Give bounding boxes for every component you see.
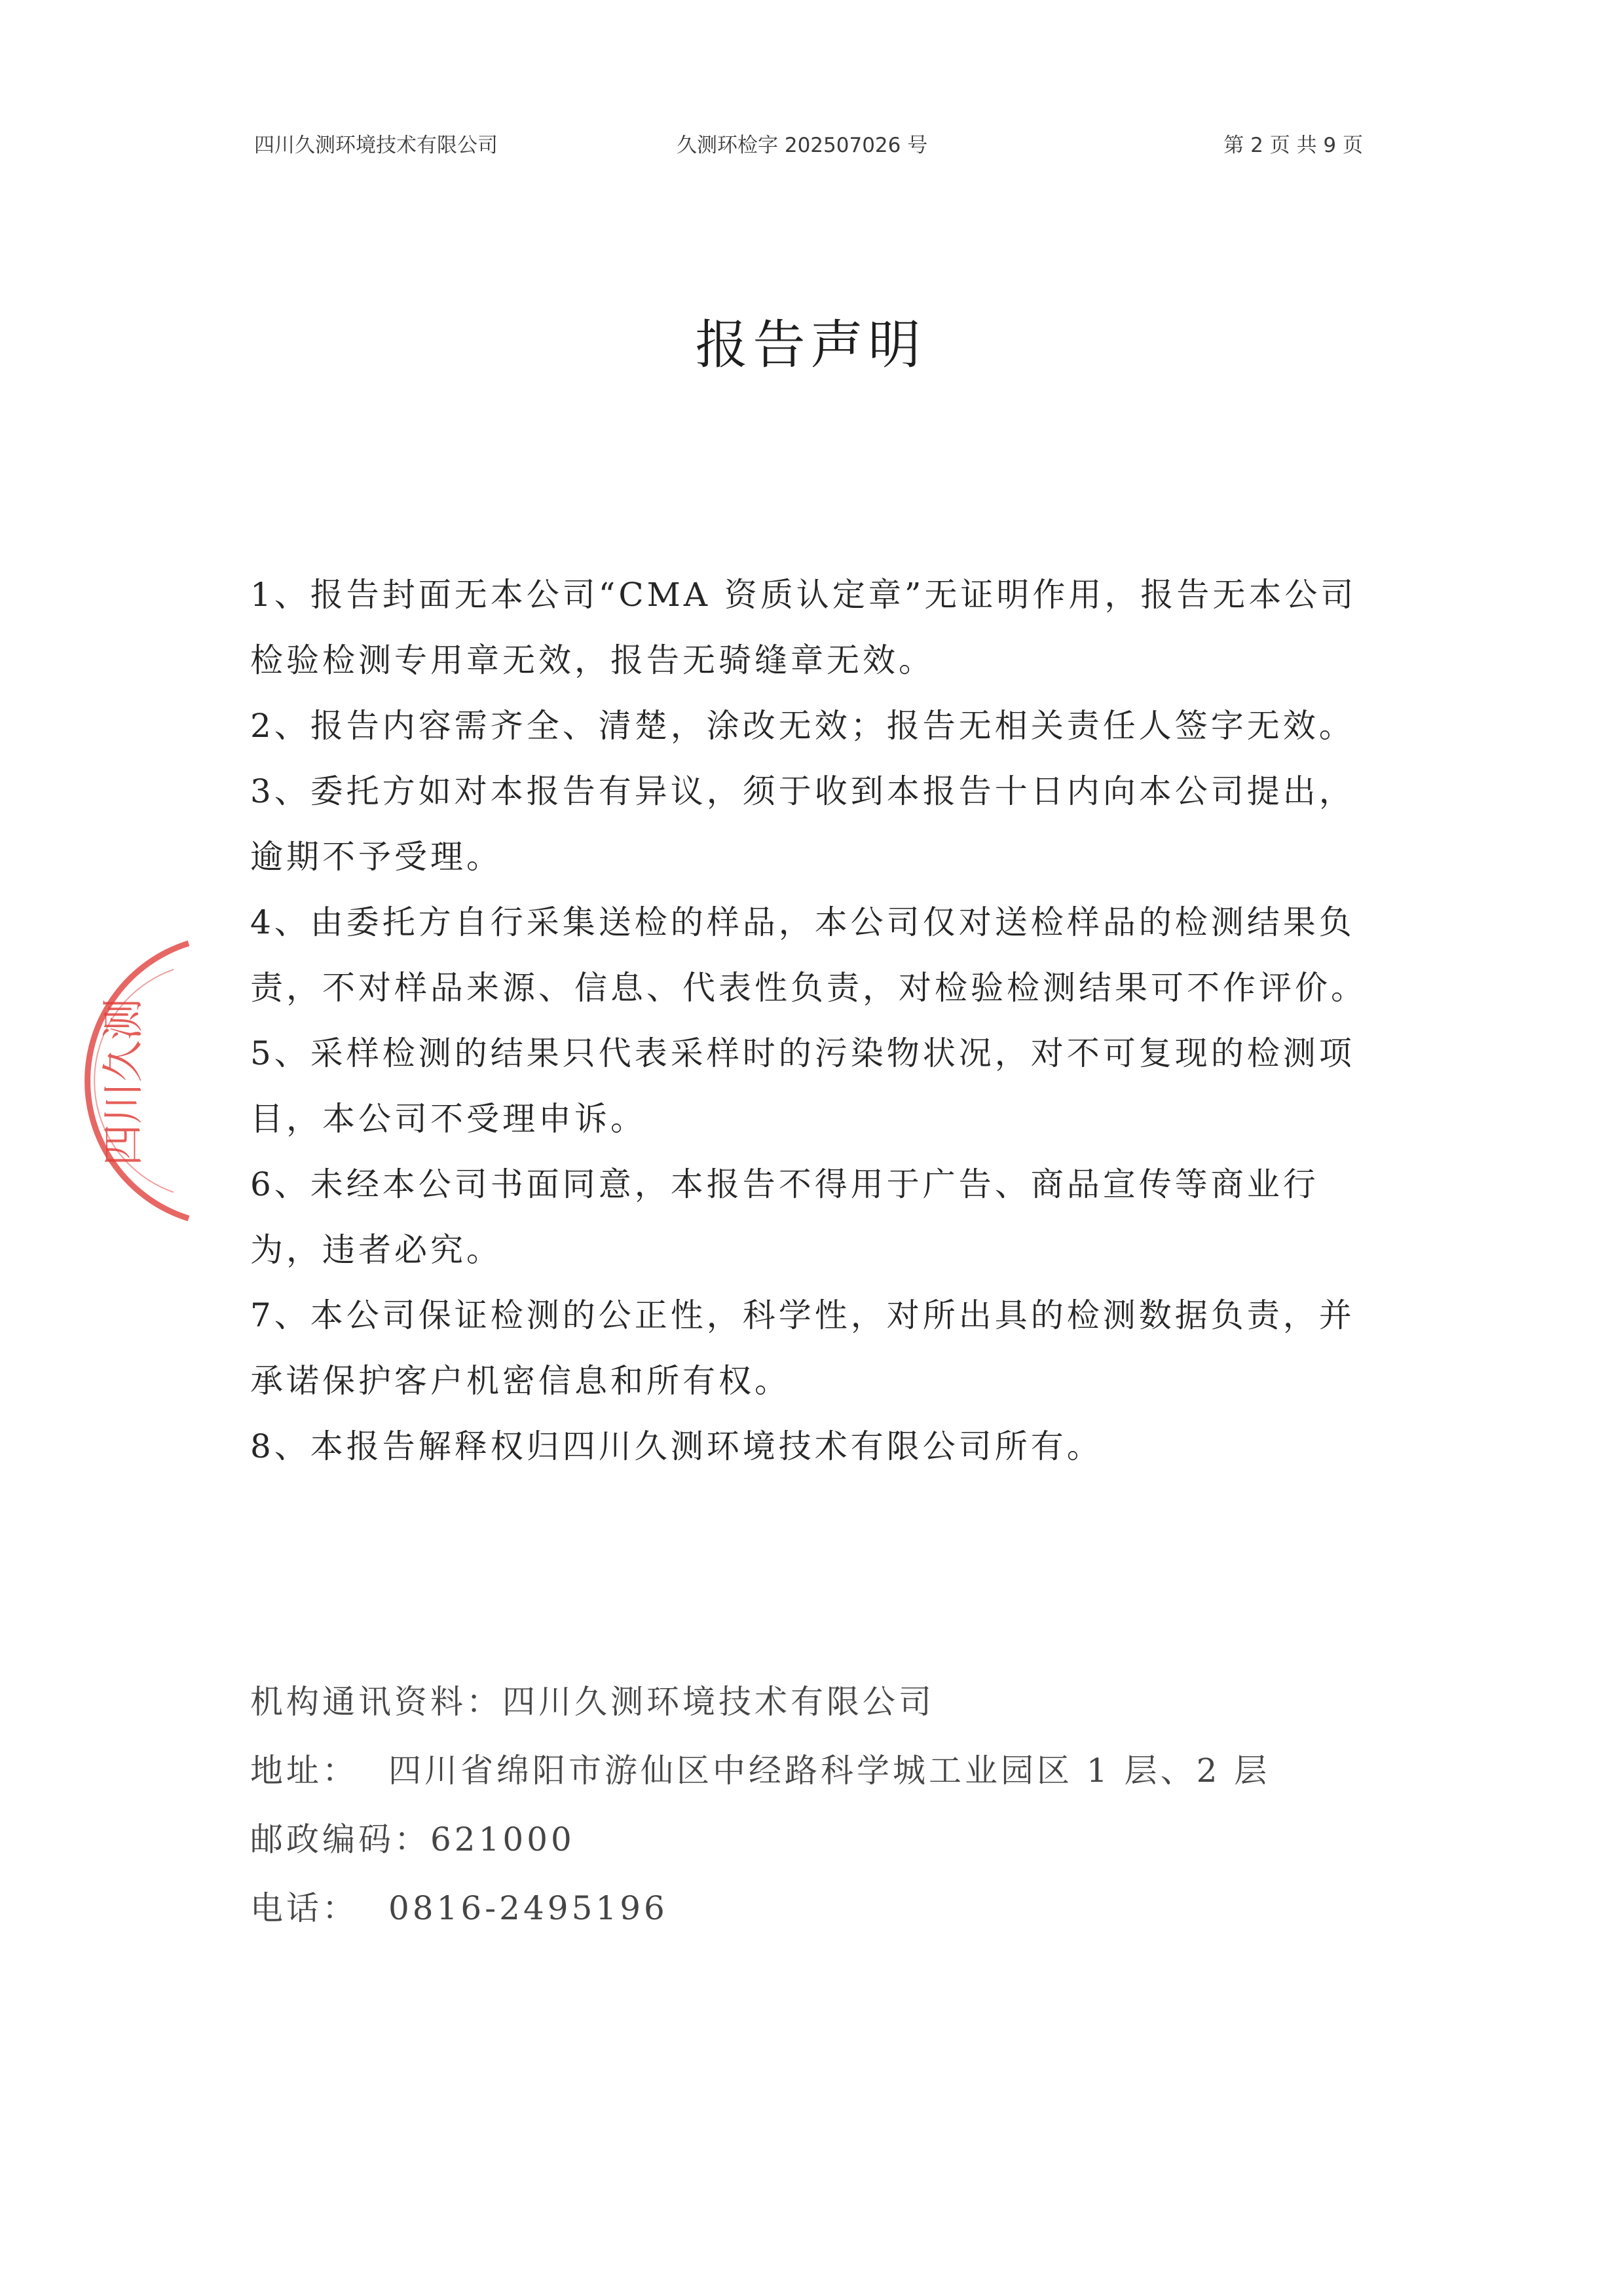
seal-text: 四川久测	[100, 998, 148, 1166]
header-page-info: 第 2 页 共 9 页	[1223, 134, 1363, 157]
statement-item: 1、报告封面无本公司“CMA 资质认定章”无证明作用，报告无本公司检验检测专用章无效，报告无骑缝章无效。	[250, 576, 1357, 679]
header-report-number: 久测环检字 202507026 号	[677, 134, 928, 157]
statement-item: 4、由委托方自行采集送检的样品，本公司仅对送检样品的检测结果负责，不对样品来源、信息、代表性负责，对检验检测结果可不作评价。	[250, 903, 1367, 1007]
statement-list	[250, 562, 1377, 1479]
company-seal-stamp	[39, 930, 190, 1232]
contact-postcode-label: 邮政编码：	[250, 1820, 430, 1858]
contact-phone	[250, 1874, 1377, 1943]
contact-address	[250, 1737, 1377, 1805]
statement-item: 2、报告内容需齐全、清楚，涂改无效；报告无相关责任人签字无效。	[250, 707, 1355, 745]
contact-address-value: 四川省绵阳市游仙区中经路科学城工业园区 1 层、2 层	[388, 1752, 1271, 1790]
contact-phone-value: 0816-2495196	[388, 1889, 668, 1927]
contact-org-label: 机构通讯资料：	[250, 1683, 502, 1721]
statement-item: 5、采样检测的结果只代表采样时的污染物状况，对不可复现的检测项目，本公司不受理申诉。	[250, 1034, 1355, 1138]
page-header	[0, 128, 1621, 161]
contact-phone-label: 电话：	[250, 1889, 358, 1927]
contact-org-value: 四川久测环境技术有限公司	[502, 1683, 935, 1721]
contact-postcode	[250, 1805, 1377, 1874]
statement-item: 7、本公司保证检测的公正性，科学性，对所出具的检测数据负责，并承诺保护客户机密信息和所有权。	[250, 1296, 1355, 1400]
contact-postcode-value: 621000	[430, 1820, 575, 1858]
page-title: 报告声明	[695, 314, 926, 375]
header-company: 四川久测环境技术有限公司	[254, 134, 498, 157]
contact-address-label: 地址：	[250, 1752, 358, 1790]
statement-item: 6、未经本公司书面同意，本报告不得用于广告、商品宣传等商业行为，违者必究。	[250, 1165, 1319, 1269]
statement-item: 8、本报告解释权归四川久测环境技术有限公司所有。	[250, 1427, 1103, 1465]
contact-org	[250, 1668, 1377, 1737]
contact-info	[250, 1668, 1377, 1943]
statement-item: 3、委托方如对本报告有异议，须于收到本报告十日内向本公司提出，逾期不予受理。	[250, 772, 1355, 876]
